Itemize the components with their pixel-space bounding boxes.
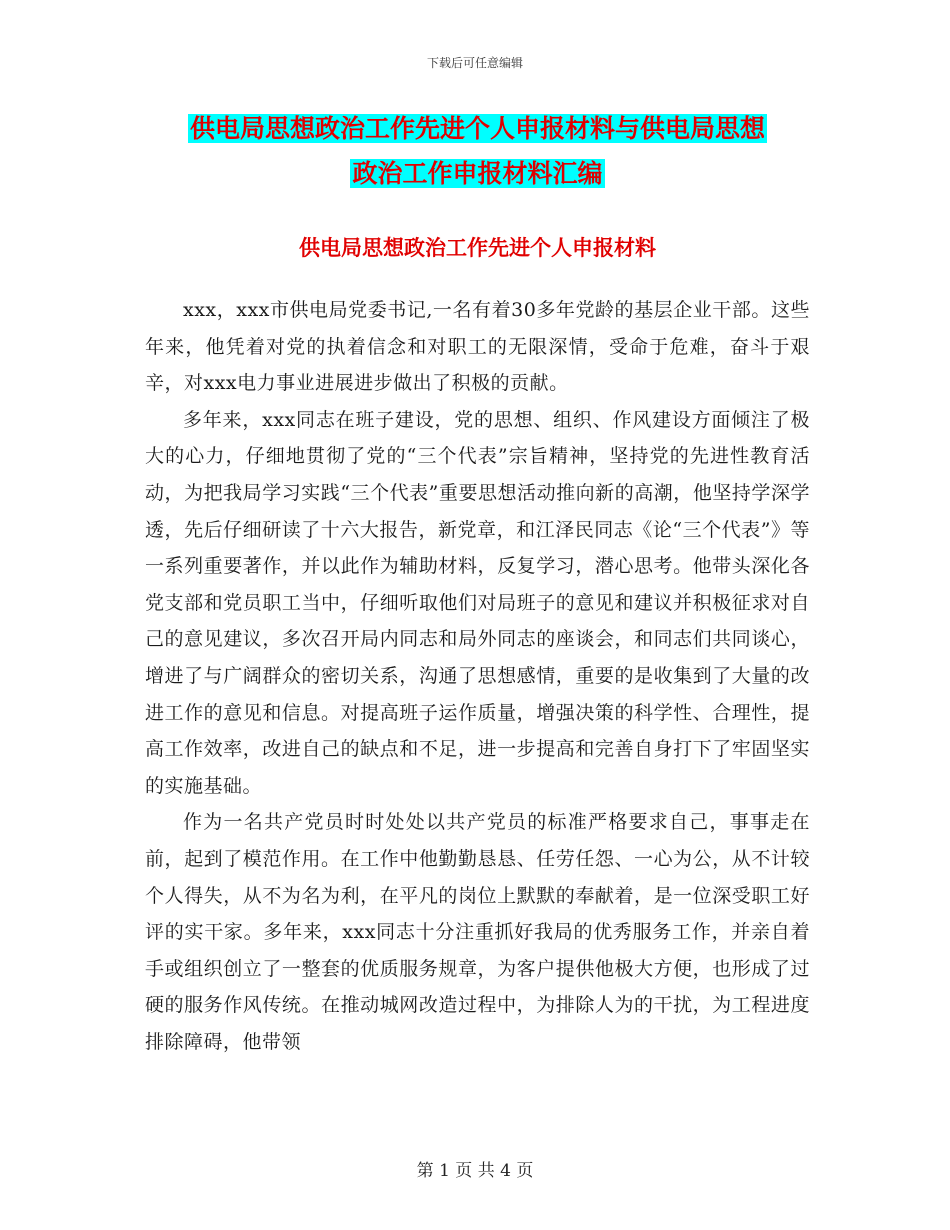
document-title-line-1: 供电局思想政治工作先进个人申报材料与供电局思想 — [189, 114, 765, 143]
body-text — [145, 292, 810, 1060]
section-title: 供电局思想政治工作先进个人申报材料 — [299, 235, 656, 260]
paragraph: xxx，xxx市供电局党委书记,一名有着30多年党龄的基层企业干部。这些年来，他凭着对党的执着信念和对职工的无限深情，受命于危难，奋斗于艰辛，对xxx电力事业进展进步做出了积极的贡献。 — [145, 299, 810, 395]
page-footer: 第 1 页 共 4 页 — [416, 1161, 534, 1181]
paragraph: 多年来，xxx同志在班子建设，党的思想、组织、作风建设方面倾注了极大的心力，仔细地贯彻了党的“三个代表”宗旨精神，坚持党的先进性教育活动，为把我局学习实践“三个代表”重要思想活动推向新的高潮，他坚持学深学透，先后仔细研读了十六大报告，新党章，和江泽民同志《论“三个代表”》等一系列重要著作，并以此作为辅助材料，反复学习，潜心思考。他带头深化各党支部和党员职工当中，仔细听取他们对局班子的意见和建议并积极征求对自己的意见建议，多次召开局内同志和局外同志的座谈会，和同志们共同谈心，增进了与广阔群众的密切关系，沟通了思想感情，重要的是收集到了大量的改进工作的意见和信息。对提高班子运作质量，增强决策的科学性、合理性，提高工作效率，改进自己的缺点和不足，进一步提高和完善自身打下了牢固坚实的实施基础。 — [145, 408, 810, 797]
document-title — [145, 106, 810, 196]
header-note: 下载后可任意编辑 — [426, 56, 523, 70]
document-title-line-2: 政治工作申报材料汇编 — [352, 159, 603, 188]
paragraph: 作为一名共产党员时时处处以共产党员的标准严格要求自己，事事走在前，起到了模范作用。在工作中他勤勤恳恳、任劳任怨、一心为公，从不计较个人得失，从不为名为利，在平凡的岗位上默默的奉献着，是一位深受职工好评的实干家。多年来，xxx同志十分注重抓好我局的优秀服务工作，并亲自着手或组织创立了一整套的优质服务规章，为客户提供他极大方便，也形成了过硬的服务作风传统。在推动城网改造过程中，为排除人为的干扰，为工程进度排除障碍，他带领 — [145, 811, 810, 1053]
